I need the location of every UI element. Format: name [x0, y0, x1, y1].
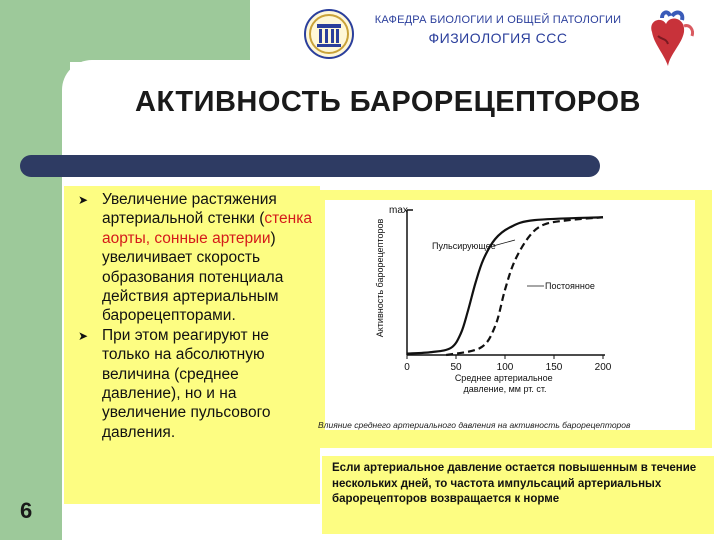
- bullet-text: Увеличение растяжения артериальной стенки (: [102, 191, 277, 228]
- sidebar-green-band: [0, 0, 70, 540]
- bullet-item: [78, 190, 314, 326]
- department-name: КАФЕДРА БИОЛОГИИ И ОБЩЕЙ ПАТОЛОГИИ: [374, 14, 622, 26]
- arrow-bullet-icon: ➤: [78, 328, 89, 343]
- x-tick-label: 100: [496, 362, 514, 373]
- y-max-label: max: [389, 205, 408, 216]
- bullet-text: ) увеличивает скорость образования потенциала действия артериальным барорецепторами.: [102, 229, 284, 325]
- heart-illustration-icon: [640, 8, 700, 72]
- bullet-list: [78, 190, 314, 442]
- info-box: Если артериальное давление остается повышенным в течение нескольких дней, то частота импульсаций артериальных барорецепторов возвращается к норме: [322, 456, 714, 534]
- series-pulsatile-leader: [493, 240, 515, 246]
- title-divider: [20, 155, 600, 177]
- series-constant-label: Постоянное: [545, 281, 595, 291]
- baroreceptor-chart: [325, 200, 695, 420]
- x-ticks: [404, 355, 612, 373]
- x-tick-label: 0: [404, 362, 410, 373]
- x-axis-label-line1: Среднее артериальное: [454, 373, 553, 383]
- slide-number: 6: [20, 498, 33, 523]
- bullet-text: При этом реагируют не только на абсолютную величина (среднее давление), но и на увеличение пульсового давления.: [102, 326, 271, 441]
- subject-name: ФИЗИОЛОГИЯ ССС: [428, 30, 568, 46]
- chart-caption: Влияние среднего артериального давления на активность барорецепторов: [318, 420, 631, 430]
- bullet-highlight: стенка аорты, сонные артерии: [102, 210, 312, 247]
- arrow-bullet-icon: ➤: [78, 193, 89, 207]
- x-axis-label-line2: давление, мм рт. ст.: [463, 384, 547, 394]
- x-tick-label: 200: [594, 362, 612, 373]
- x-tick-label: 150: [545, 362, 563, 373]
- series-pulsatile-label: Пульсирующее: [432, 241, 496, 251]
- y-axis-label: Активность барорецепторов: [375, 218, 385, 338]
- slide-title: АКТИВНОСТЬ БАРОРЕЦЕПТОРОВ: [135, 86, 641, 118]
- bullet-item: [78, 326, 314, 442]
- x-tick-label: 50: [450, 362, 462, 373]
- university-logo-icon: [303, 8, 355, 60]
- x-axis-label: [455, 373, 555, 394]
